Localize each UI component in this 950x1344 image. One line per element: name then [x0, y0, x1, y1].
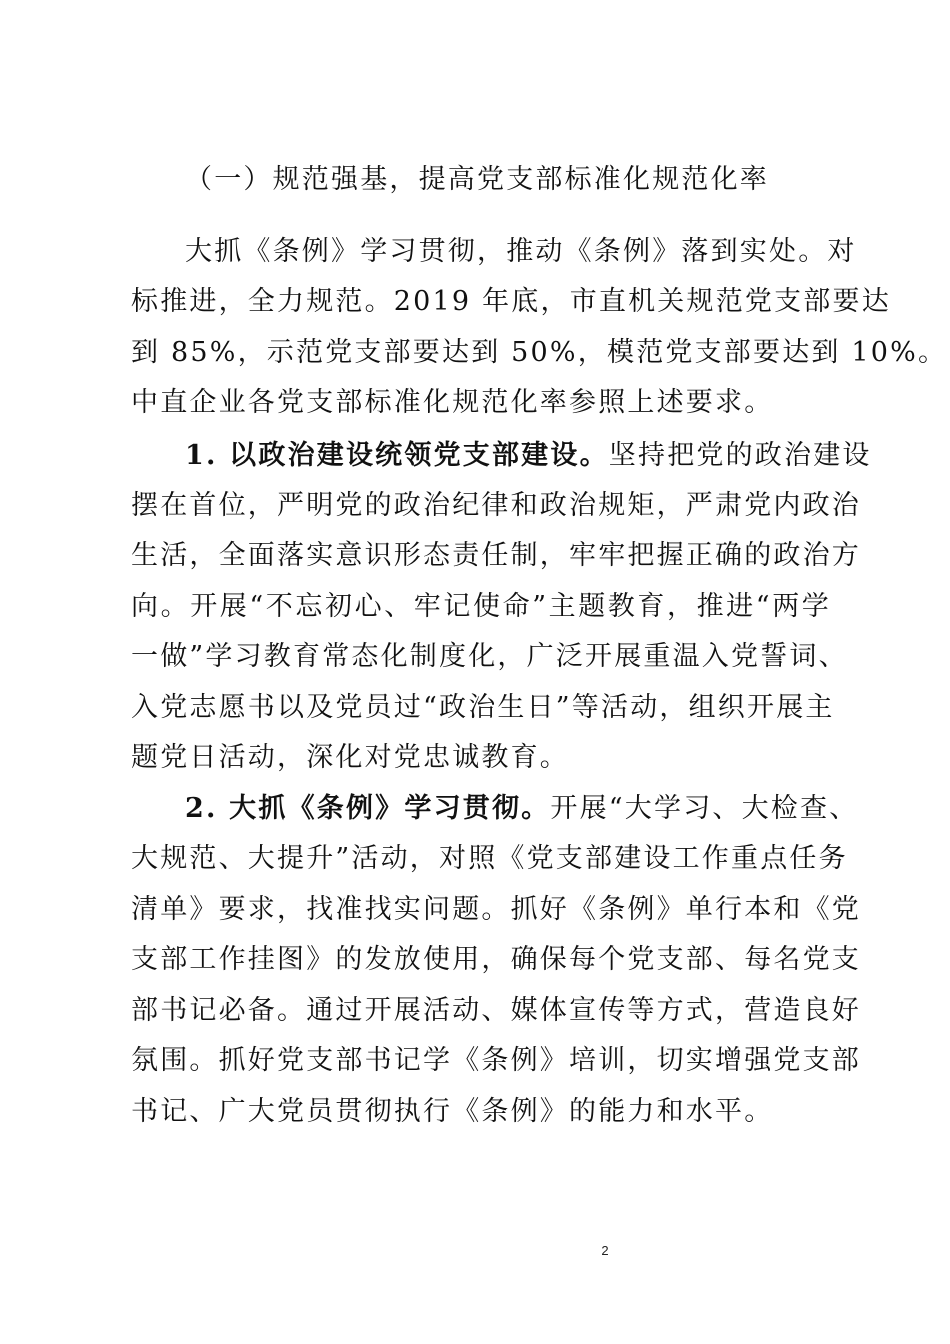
- paragraph-1-line-3: 到 85%，示范党支部要达到 50%，模范党支部要达到 10%。: [131, 337, 948, 368]
- item-1-line-4: 向。开展“不忘初心、牢记使命”主题教育，推进“两学: [131, 591, 831, 622]
- item-2-line-2: 大规范、大提升”活动，对照《党支部建设工作重点任务: [131, 843, 848, 874]
- paragraph-1-line-1: 大抓《条例》学习贯彻，推动《条例》落到实处。对: [185, 236, 857, 267]
- item-1-first-line: [185, 436, 872, 476]
- item-1-line-5: 一做”学习教育常态化制度化，广泛开展重温入党誓词、: [131, 641, 848, 672]
- item-1-first-line-text: 坚持把党的政治建设: [608, 440, 872, 471]
- paragraph-1-line-2: 标推进，全力规范。2019 年底，市直机关规范党支部要达: [131, 286, 891, 317]
- item-2-line-4: 支部工作挂图》的发放使用，确保每个党支部、每名党支: [131, 944, 861, 975]
- item-1-line-3: 生活，全面落实意识形态责任制，牢牢把握正确的政治方: [131, 540, 861, 571]
- item-2-line-6: 氛围。抓好党支部书记学《条例》培训，切实增强党支部: [131, 1045, 861, 1076]
- item-1-line-7: 题党日活动，深化对党忠诚教育。: [131, 742, 569, 773]
- item-2-title: 2. 大抓《条例》学习贯彻。: [185, 793, 551, 824]
- paragraph-1-line-4: 中直企业各党支部标准化规范化率参照上述要求。: [131, 387, 774, 418]
- item-1-line-6: 入党志愿书以及党员过“政治生日”等活动，组织开展主: [131, 692, 835, 723]
- item-2-first-line: [185, 789, 859, 829]
- item-2-first-line-text: 开展“大学习、大检查、: [550, 793, 859, 824]
- item-1-title: 1. 以政治建设统领党支部建设。: [185, 440, 609, 471]
- section-heading: （一）规范强基，提高党支部标准化规范化率: [185, 164, 769, 195]
- item-2-line-3: 清单》要求，找准找实问题。抓好《条例》单行本和《党: [131, 894, 861, 925]
- item-2-line-5: 部书记必备。通过开展活动、媒体宣传等方式，营造良好: [131, 995, 861, 1026]
- item-1-line-2: 摆在首位，严明党的政治纪律和政治规矩，严肃党内政治: [131, 490, 861, 521]
- item-2-line-7: 书记、广大党员贯彻执行《条例》的能力和水平。: [131, 1096, 774, 1127]
- page-number: 2: [601, 1243, 609, 1258]
